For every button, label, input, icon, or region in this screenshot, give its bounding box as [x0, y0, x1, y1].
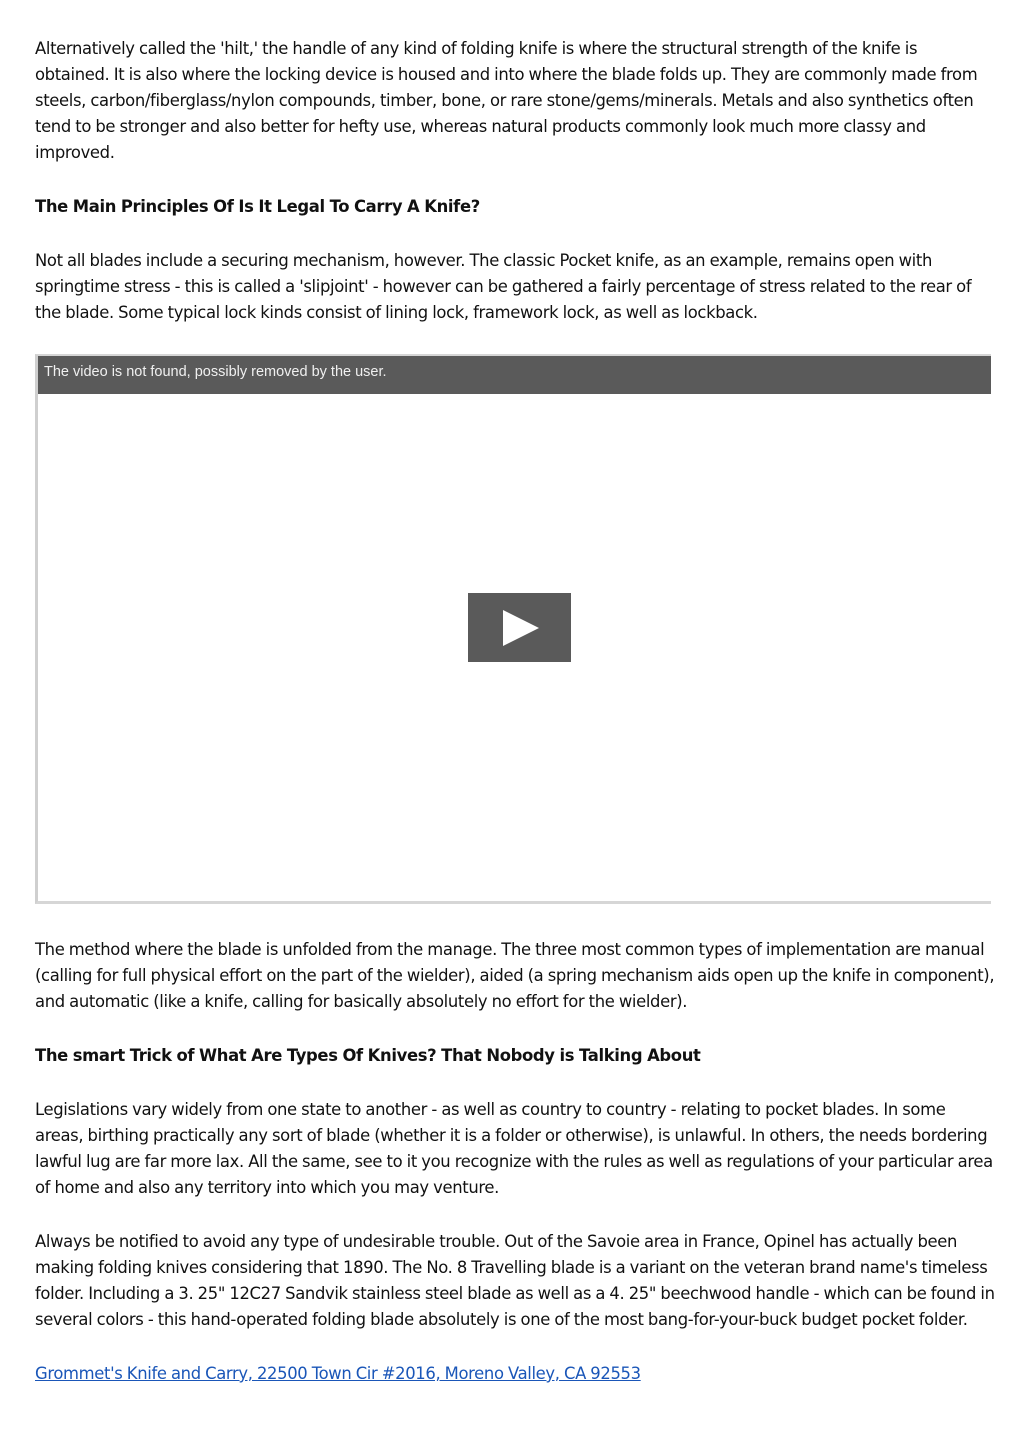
paragraph-locking-mechanism: Not all blades include a securing mechanism, however. The classic Pocket knife, as an example, remains open with springtime stress - this is called a 'slipjoint' - however can be gathered a fairly percentage of stress related to the rear of the blade. Some typical lock kinds consist of lining lock, framework lock, as well as lockback.: [35, 251, 972, 322]
address-link[interactable]: Grommet's Knife and Carry, 22500 Town Cir #2016, Moreno Valley, CA 92553: [35, 1364, 641, 1383]
paragraph-handle: Alternatively called the 'hilt,' the handle of any kind of folding knife is where the structural strength of the knife is obtained. It is also where the locking device is housed and into where the blade folds up. They are commonly made from steels, carbon/fiberglass/nylon compounds, timber, bone, or rare stone/gems/minerals. Metals and also synthetics often tend to be stronger and also better for hefty use, whereas natural products commonly look much more classy and improved.: [35, 39, 978, 162]
heading-main-principles: The Main Principles Of Is It Legal To Carry A Knife?: [35, 197, 480, 216]
play-icon: [503, 610, 539, 646]
article-body: [35, 36, 995, 1387]
video-error-bar: The video is not found, possibly removed by the user.: [38, 356, 991, 394]
paragraph-deployment: The method where the blade is unfolded from the manage. The three most common types of implementation are manual (calling for full physical effort on the part of the wielder), aided (a spring mechanism aids open up the knife in component), and automatic (like a knife, calling for basically absolutely no effort for the wielder).: [35, 940, 995, 1011]
paragraph-legislation: Legislations vary widely from one state to another - as well as country to country - relating to pocket blades. In some areas, birthing practically any sort of blade (whether it is a folder or otherwise), is unlawful. In others, the needs bordering lawful lug are far more lax. All the same, see to it you recognize with the rules as well as regulations of your particular area of home and also any territory into which you may venture.: [35, 1100, 993, 1197]
paragraph-opinel: Always be notified to avoid any type of undesirable trouble. Out of the Savoie area in France, Opinel has actually been making folding knives considering that 1890. The No. 8 Travelling blade is a variant on the veteran brand name's timeless folder. Including a 3. 25" 12C27 Sandvik stainless steel blade as well as a 4. 25" beechwood handle - which can be found in several colors - this hand-operated folding blade absolutely is one of the most bang-for-your-buck budget pocket folder.: [35, 1232, 995, 1329]
video-embed[interactable]: [35, 354, 991, 904]
play-button[interactable]: [468, 593, 571, 662]
heading-smart-trick: The smart Trick of What Are Types Of Knives? That Nobody is Talking About: [35, 1046, 701, 1065]
